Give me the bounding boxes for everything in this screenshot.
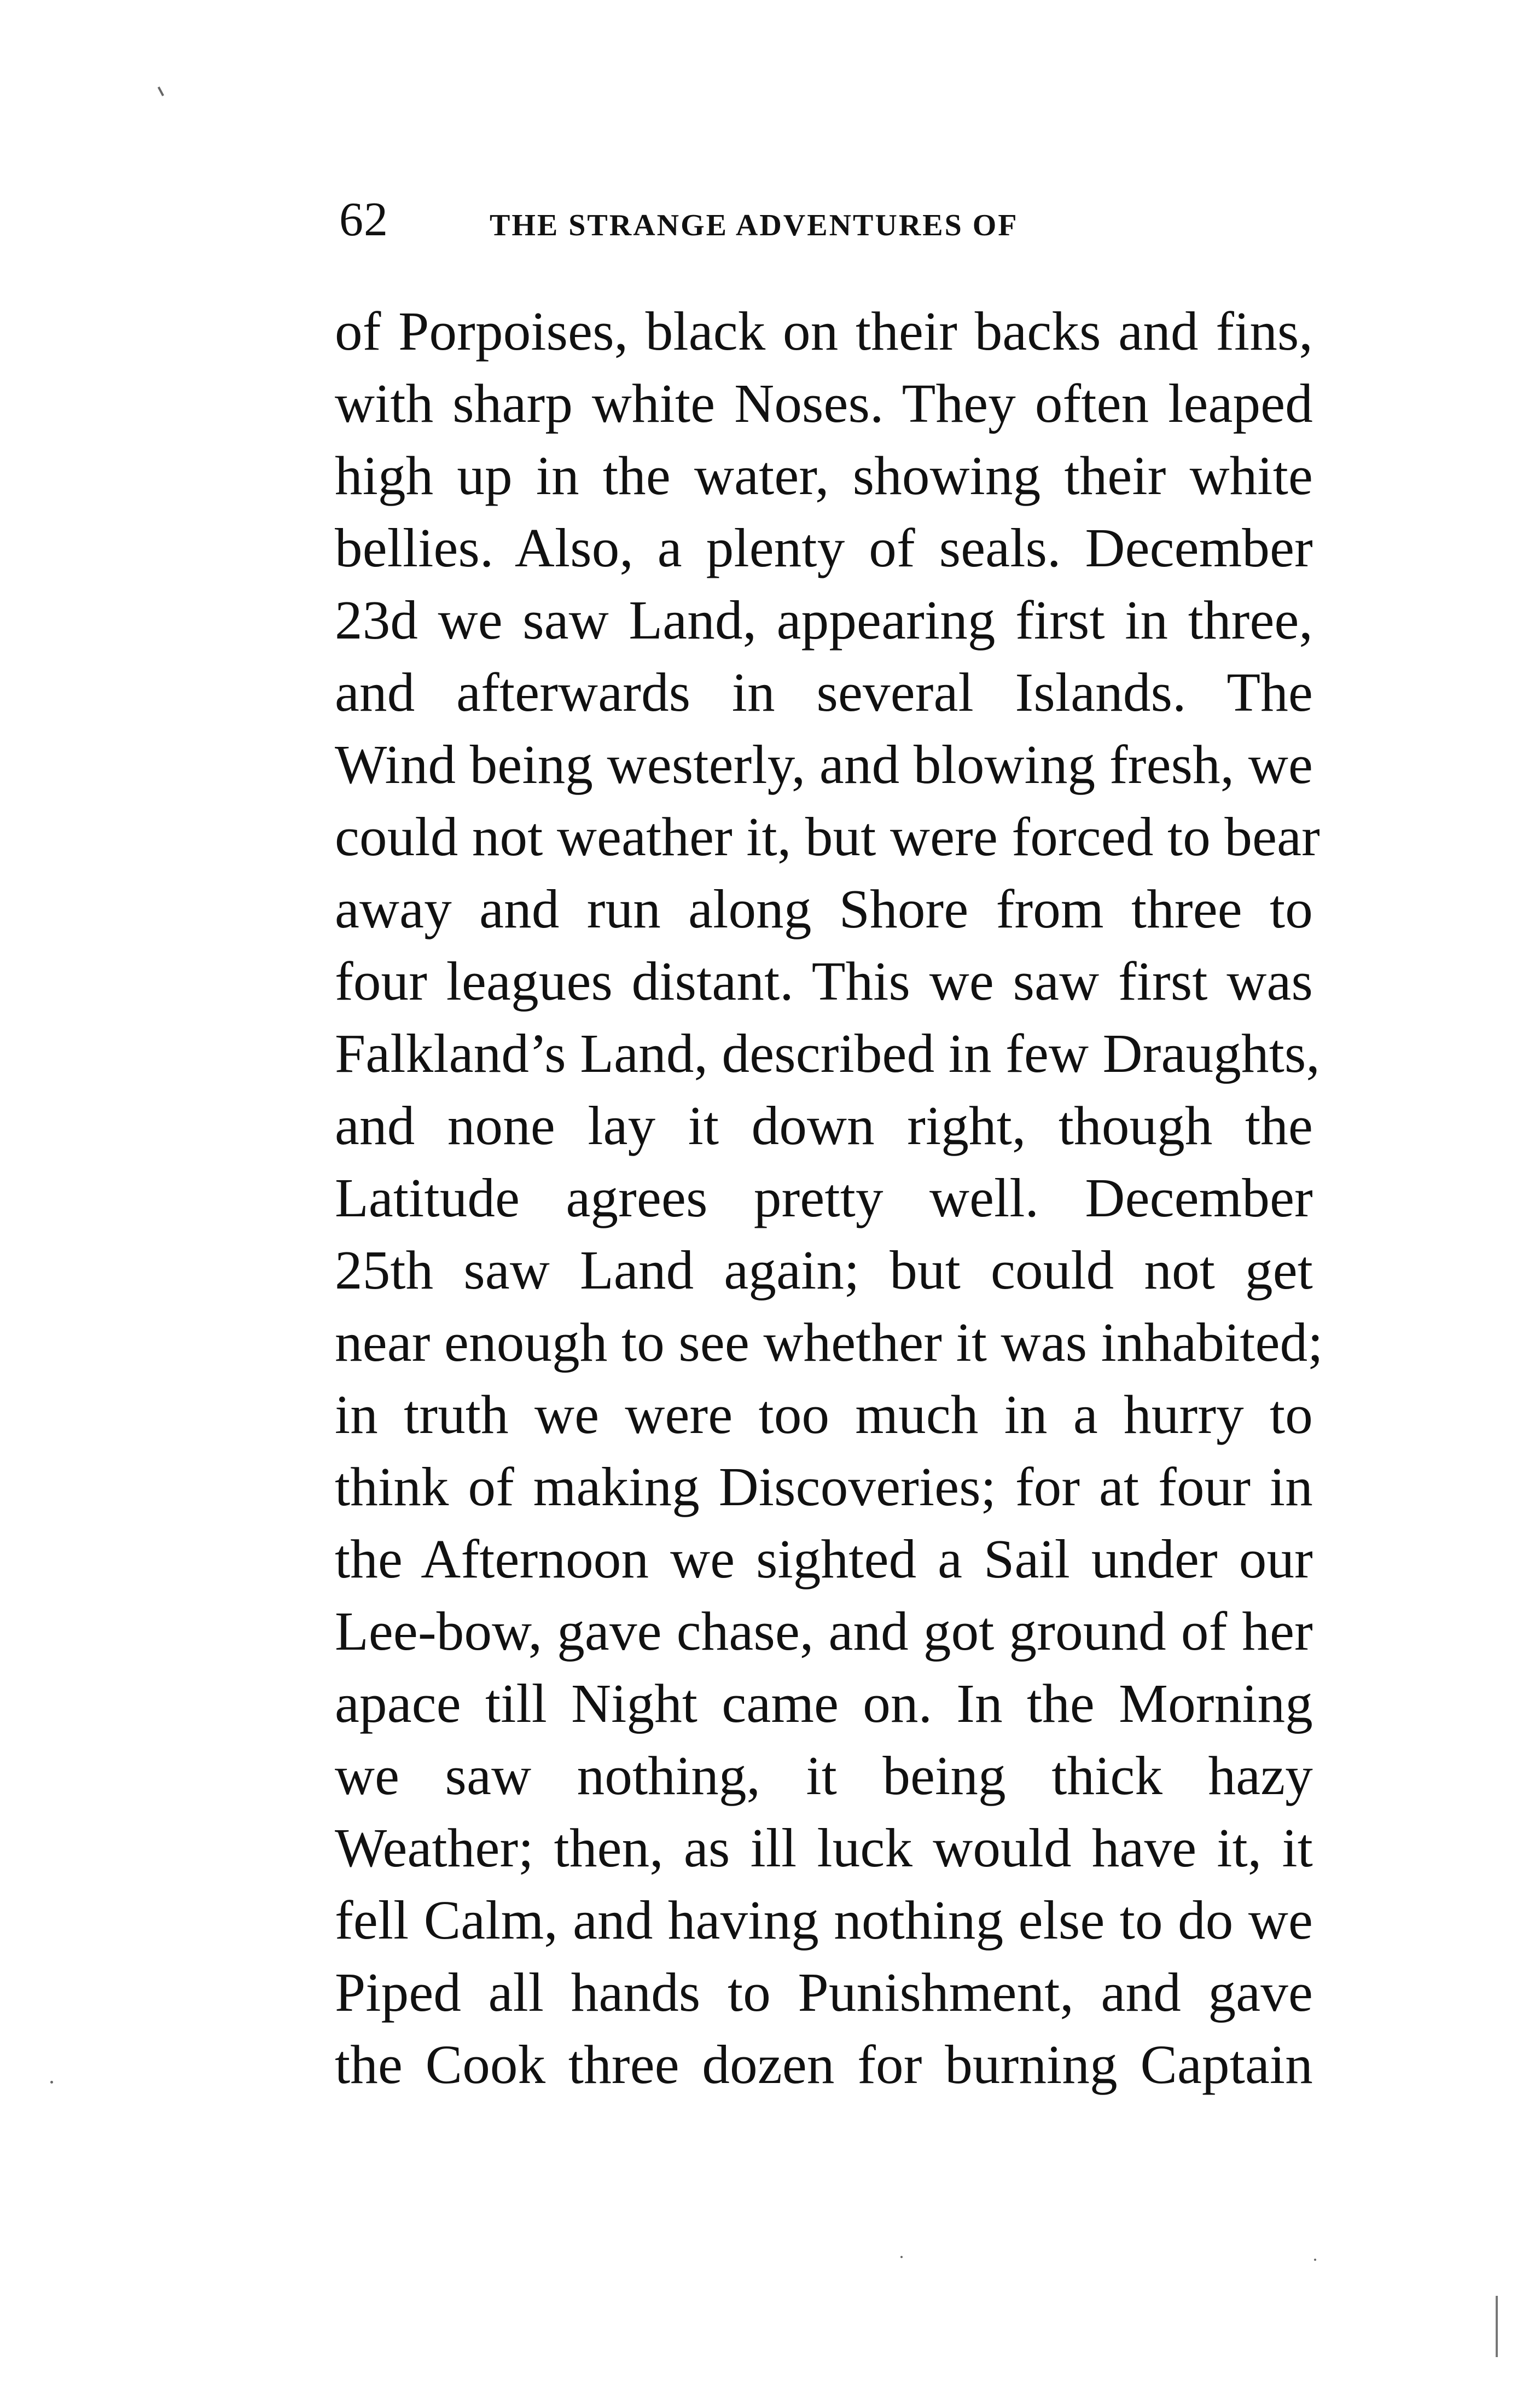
- text-line: in truth we were too much in a hurry to: [335, 1384, 1313, 1445]
- text-line: with sharp white Noses. They often leaped: [335, 373, 1313, 434]
- scan-dot: [50, 2081, 53, 2084]
- text-line: the Cook three dozen for burning Captain: [335, 2034, 1313, 2095]
- text-line: apace till Night came on. In the Morning: [335, 1673, 1313, 1734]
- text-line: 25th saw Land again; but could not get: [335, 1239, 1313, 1301]
- text-line: Weather; then, as ill luck would have it, it: [335, 1817, 1313, 1878]
- text-line: could not weather it, but were forced to bear: [335, 806, 1321, 867]
- page-header: [339, 193, 1214, 278]
- text-line: near enough to see whether it was inhabited;: [335, 1312, 1323, 1373]
- running-head: THE STRANGE ADVENTURES OF: [490, 208, 1019, 242]
- text-line: Falkland’s Land, described in few Draughts,: [335, 1023, 1320, 1084]
- page-number: 62: [339, 193, 388, 246]
- text-line: high up in the water, showing their white: [335, 445, 1313, 506]
- scan-speck: [158, 86, 164, 96]
- text-line: we saw nothing, it being thick hazy: [335, 1745, 1313, 1806]
- text-line: 23d we saw Land, appearing first in three,: [335, 589, 1313, 651]
- text-line: four leagues distant. This we saw first was: [335, 950, 1313, 1012]
- text-line: of Porpoises, black on their backs and fins,: [335, 300, 1313, 362]
- text-line: fell Calm, and having nothing else to do we: [335, 1889, 1313, 1951]
- text-line: the Afternoon we sighted a Sail under our: [335, 1528, 1313, 1589]
- text-line: Wind being westerly, and blowing fresh, we: [335, 734, 1313, 795]
- text-line: Piped all hands to Punishment, and gave: [335, 1962, 1313, 2023]
- text-line: Lee-bow, gave chase, and got ground of her: [335, 1600, 1313, 1662]
- body-text: [335, 295, 1323, 2101]
- text-line: away and run along Shore from three to: [335, 878, 1313, 939]
- scan-dot: [900, 2256, 903, 2258]
- text-line: Latitude agrees pretty well. December: [335, 1167, 1313, 1228]
- scan-dot: [1314, 2259, 1316, 2261]
- text-line: and none lay it down right, though the: [335, 1095, 1313, 1156]
- text-line: think of making Discoveries; for at four in: [335, 1456, 1313, 1517]
- text-line: and afterwards in several Islands. The: [335, 662, 1313, 723]
- page-edge-mark: [1496, 2296, 1498, 2357]
- text-line: bellies. Also, a plenty of seals. December: [335, 517, 1313, 578]
